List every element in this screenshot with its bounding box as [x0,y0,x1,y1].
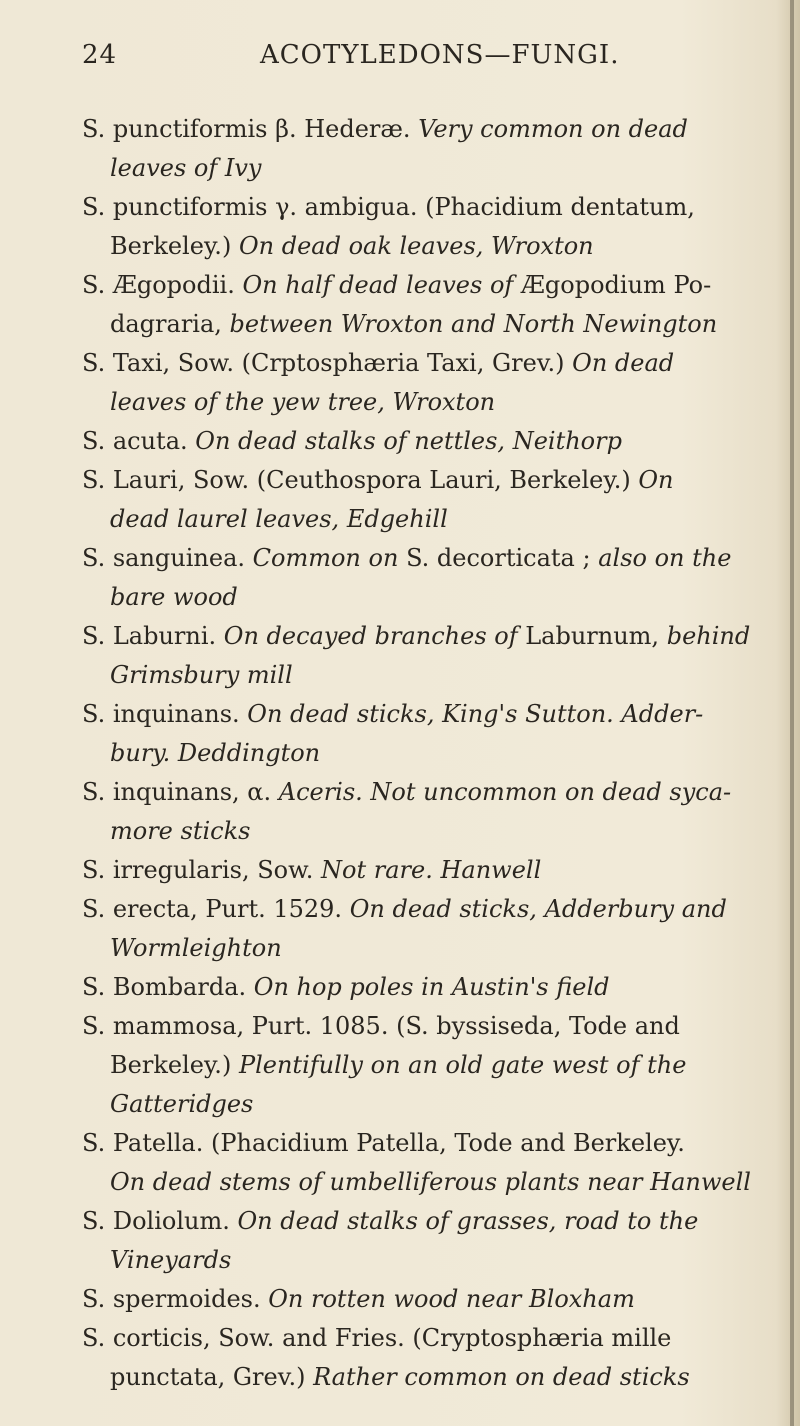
list-item: S. sanguinea. Common on S. decorticata ; also on the bare wood [82,544,732,611]
list-item: S. Patella. (Phacidium Patella, Tode and Berkeley. On dead stems of umbelliferous plants near Hanwell [82,1129,751,1196]
list-item: S. punctiformis γ. ambigua. (Phacidium dentatum, Berkeley.) On dead oak leaves, Wroxton [82,193,695,260]
running-title: ACOTYLEDONS—FUNGI. [260,40,620,70]
page-number: 24 [82,40,118,70]
list-item: S. spermoides. On rotten wood near Bloxham [82,1285,635,1313]
list-item: S. Doliolum. On dead stalks of grasses, road to the Vineyards [82,1207,699,1274]
list-item: S. acuta. On dead stalks of nettles, Neithorp [82,427,622,455]
list-item: S. Laburni. On decayed branches of Laburnum, behind Grimsbury mill [82,622,751,689]
list-item: S. Taxi, Sow. (Crptosphæria Taxi, Grev.) On dead leaves of the yew tree, Wroxton [82,349,675,416]
list-item: S. irregularis, Sow. Not rare. Hanwell [82,856,542,884]
list-item: S. corticis, Sow. and Fries. (Cryptosphæria mille punctata, Grev.) Rather common on dead sticks [82,1324,690,1391]
list-item: S. punctiformis β. Hederæ. Very common on dead leaves of Ivy [82,115,688,182]
page-header [82,40,782,80]
list-item: S. inquinans, α. Aceris. Not uncommon on dead syca- more sticks [82,778,732,845]
list-item: S. inquinans. On dead sticks, King's Sutton. Adder- bury. Deddington [82,700,704,767]
list-item: S. mammosa, Purt. 1085. (S. byssiseda, Tode and Berkeley.) Plentifully on an old gate west of the Gatteridges [82,1012,687,1118]
list-item: S. Lauri, Sow. (Ceuthospora Lauri, Berkeley.) On dead laurel leaves, Edgehill [82,466,674,533]
list-item: S. erecta, Purt. 1529. On dead sticks, Adderbury and Wormleighton [82,895,727,962]
list-item: S. Ægopodii. On half dead leaves of Ægopodium Po- dagraria, between Wroxton and North Newington [82,271,718,338]
list-item: S. Bombarda. On hop poles in Austin's field [82,973,610,1001]
species-list [82,110,792,1397]
